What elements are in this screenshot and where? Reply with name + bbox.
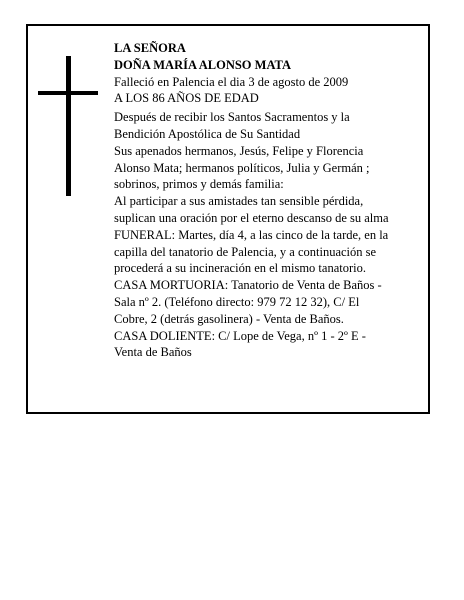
family-line-2: Alonso Mata; hermanos políticos, Julia y Germán ;	[114, 160, 370, 175]
obituary-notice	[26, 24, 430, 414]
mortuary-line-2: Sala nº 2. (Teléfono directo: 979 72 12 32), C/ El	[114, 294, 360, 309]
mourning-house-line-2: Venta de Baños	[114, 345, 192, 360]
mortuary-line-1: CASA MORTUORIA: Tanatorio de Venta de Baños -	[114, 278, 382, 293]
funeral-line-2: capilla del tanatorio de Palencia, y a continuación se	[114, 244, 377, 259]
notice-text	[114, 40, 420, 361]
mortuary-line-3: Cobre, 2 (detrás gasolinera) - Venta de Baños.	[114, 311, 344, 326]
request-line-1: Al participar a sus amistades tan sensible pérdida,	[114, 194, 364, 209]
cross-horizontal-bar	[38, 91, 98, 95]
cross-vertical-bar	[66, 56, 71, 196]
deceased-name: DOÑA MARÍA ALONSO MATA	[114, 57, 291, 72]
notice-title: LA SEÑORA	[114, 41, 186, 55]
age-line: A LOS 86 AÑOS DE EDAD	[114, 91, 259, 106]
family-line-1: Sus apenados hermanos, Jesús, Felipe y Florencia	[114, 143, 364, 158]
death-date-line: Falleció en Palencia el dia 3 de agosto de 2009	[114, 74, 349, 89]
request-line-2: suplican una oración por el eterno descanso de su alma	[114, 210, 389, 225]
mourning-house-line-1: CASA DOLIENTE: C/ Lope de Vega, nº 1 - 2º E -	[114, 328, 366, 343]
sacraments-line-1: Después de recibir los Santos Sacramentos y la	[114, 110, 350, 125]
sacraments-line-2: Bendición Apostólica de Su Santidad	[114, 126, 301, 141]
funeral-line-1: FUNERAL: Martes, día 4, a las cinco de la tarde, en la	[114, 227, 389, 242]
funeral-line-3: procederá a su incineración en el mismo tanatorio.	[114, 261, 366, 276]
family-line-3: sobrinos, primos y demás familia:	[114, 177, 284, 192]
cross-icon	[38, 56, 98, 196]
